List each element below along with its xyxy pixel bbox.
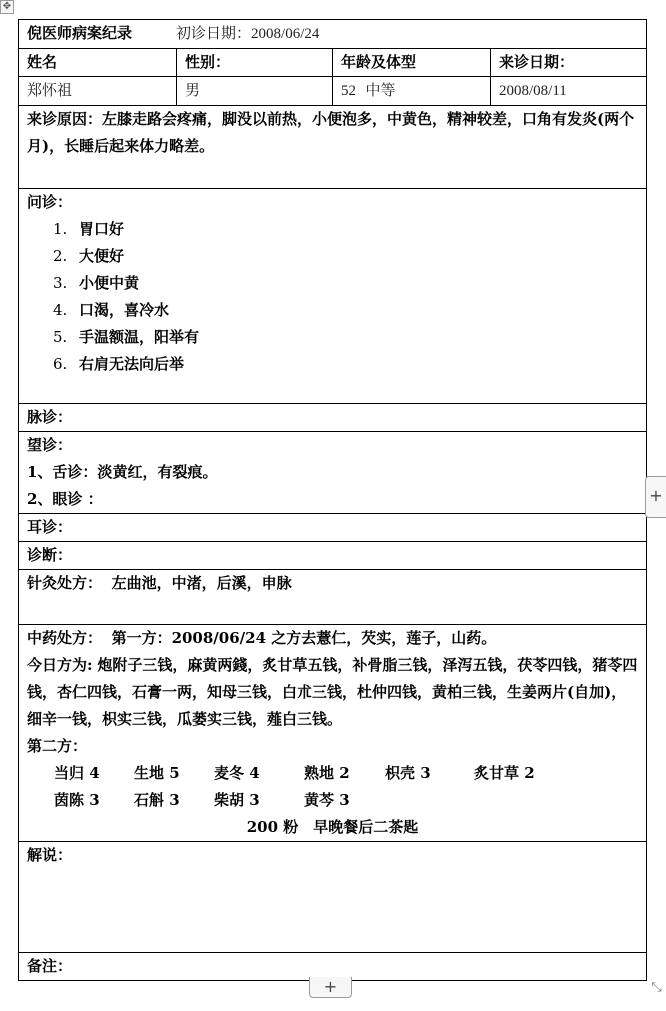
herb-item: 生地 5	[134, 764, 180, 782]
first-visit-date: 2008/06/24	[251, 26, 320, 42]
herb-item: 柴胡 3	[214, 791, 260, 809]
medical-record-table	[18, 19, 647, 981]
ear-label: 耳诊：	[27, 518, 73, 536]
herb-item: 熟地 2	[304, 764, 350, 782]
age-header	[333, 49, 491, 77]
inquiry-list	[27, 216, 638, 378]
reason-label: 来诊原因：	[27, 110, 103, 128]
inquiry-label: 问诊：	[27, 193, 73, 211]
herbal-label: 中药处方：	[27, 629, 103, 647]
diagnosis-cell[interactable]	[19, 542, 647, 570]
acupuncture-points: 左曲池，中渚，后溪，申脉	[111, 574, 292, 592]
sex-label: 性别：	[185, 53, 231, 71]
ear-cell[interactable]	[19, 514, 647, 542]
remarks-label: 备注：	[27, 957, 73, 975]
second-prescription-row-1	[27, 760, 638, 787]
first-prescription: 第一方：2008/06/24 之方去薏仁，芡实，莲子，山药。	[111, 629, 497, 647]
list-item: 5. 手温额温，阳举有	[53, 328, 200, 346]
tongue-diagnosis: 1、舌诊：淡黄红，有裂痕。	[27, 463, 218, 481]
second-prescription-label: 第二方：	[27, 737, 88, 755]
move-handle-icon[interactable]: ✥	[0, 0, 14, 14]
list-item: 3. 小便中黄	[53, 274, 140, 292]
herb-item: 石斛 3	[134, 791, 180, 809]
inquiry-cell[interactable]	[19, 189, 647, 404]
patient-sex: 男	[185, 83, 201, 99]
name-header	[19, 49, 177, 77]
patient-age: 52	[341, 83, 356, 99]
patient-build: 中等	[365, 83, 396, 99]
pulse-cell[interactable]	[19, 404, 647, 432]
eye-diagnosis: 2、眼诊 ：	[27, 490, 103, 508]
name-label: 姓名	[27, 53, 58, 71]
acupuncture-label: 针灸处方：	[27, 574, 103, 592]
dosage-instructions: 200 粉 早晚餐后二茶匙	[246, 818, 419, 836]
age-cell[interactable]	[333, 77, 491, 106]
second-prescription-row-2	[27, 787, 638, 814]
herbal-cell[interactable]	[19, 625, 647, 842]
observation-cell[interactable]	[19, 432, 647, 514]
list-item: 2. 大便好	[53, 247, 125, 265]
add-row-button[interactable]	[309, 977, 352, 998]
sex-cell[interactable]	[177, 77, 333, 106]
herb-item: 当归 4	[54, 764, 100, 782]
plus-icon: +	[323, 977, 338, 996]
visit-cell[interactable]	[491, 77, 647, 106]
resize-icon[interactable]: ⤡	[651, 980, 662, 995]
list-item: 1. 胃口好	[53, 220, 125, 238]
pulse-label: 脉诊：	[27, 408, 73, 426]
reason-text: 左膝走路会疼痛，脚没以前热，小便泡多，中黄色，精神较差，口角有发炎(两个月)，长睡后起来体力略差。	[27, 110, 635, 155]
herb-item: 枳壳 3	[385, 764, 431, 782]
record-title: 倪医师病案纪录	[27, 24, 133, 42]
herb-item: 黄芩 3	[304, 791, 350, 809]
herb-item: 炙甘草 2	[474, 764, 535, 782]
list-item: 4. 口渴，喜冷水	[53, 301, 170, 319]
today-prescription: 炮附子三钱，麻黄两錢，炙甘草五钱，补骨脂三钱，泽泻五钱，茯苓四钱，猪苓四钱，杏仁四钱，石膏一两，知母三钱，白朮三钱，杜仲四钱，黄柏三钱，生姜两片(自加)，细辛一钱，枳实三钱，瓜蒌实三钱，薤白三钱。	[27, 656, 638, 728]
diagnosis-label: 诊断：	[27, 546, 73, 564]
add-column-button[interactable]	[645, 476, 666, 518]
plus-icon: +	[649, 486, 663, 505]
herb-item: 麦冬 4	[214, 764, 260, 782]
visit-date-label: 来诊日期：	[499, 53, 575, 71]
first-visit-label: 初诊日期：	[176, 26, 252, 42]
explanation-cell[interactable]	[19, 842, 647, 953]
today-label: 今日方为:	[27, 656, 93, 674]
header-row	[19, 20, 647, 49]
observation-label: 望诊：	[27, 436, 73, 454]
reason-cell[interactable]	[19, 106, 647, 189]
visit-date: 2008/08/11	[499, 83, 567, 99]
explanation-label: 解说：	[27, 846, 73, 864]
patient-name: 郑怀祖	[27, 83, 73, 99]
acupuncture-cell[interactable]	[19, 570, 647, 625]
list-item: 6. 右肩无法向后举	[53, 355, 185, 373]
visit-header	[491, 49, 647, 77]
herb-item: 茵陈 3	[54, 791, 100, 809]
name-cell[interactable]	[19, 77, 177, 106]
sex-header	[177, 49, 333, 77]
age-label: 年龄及体型	[341, 53, 417, 71]
